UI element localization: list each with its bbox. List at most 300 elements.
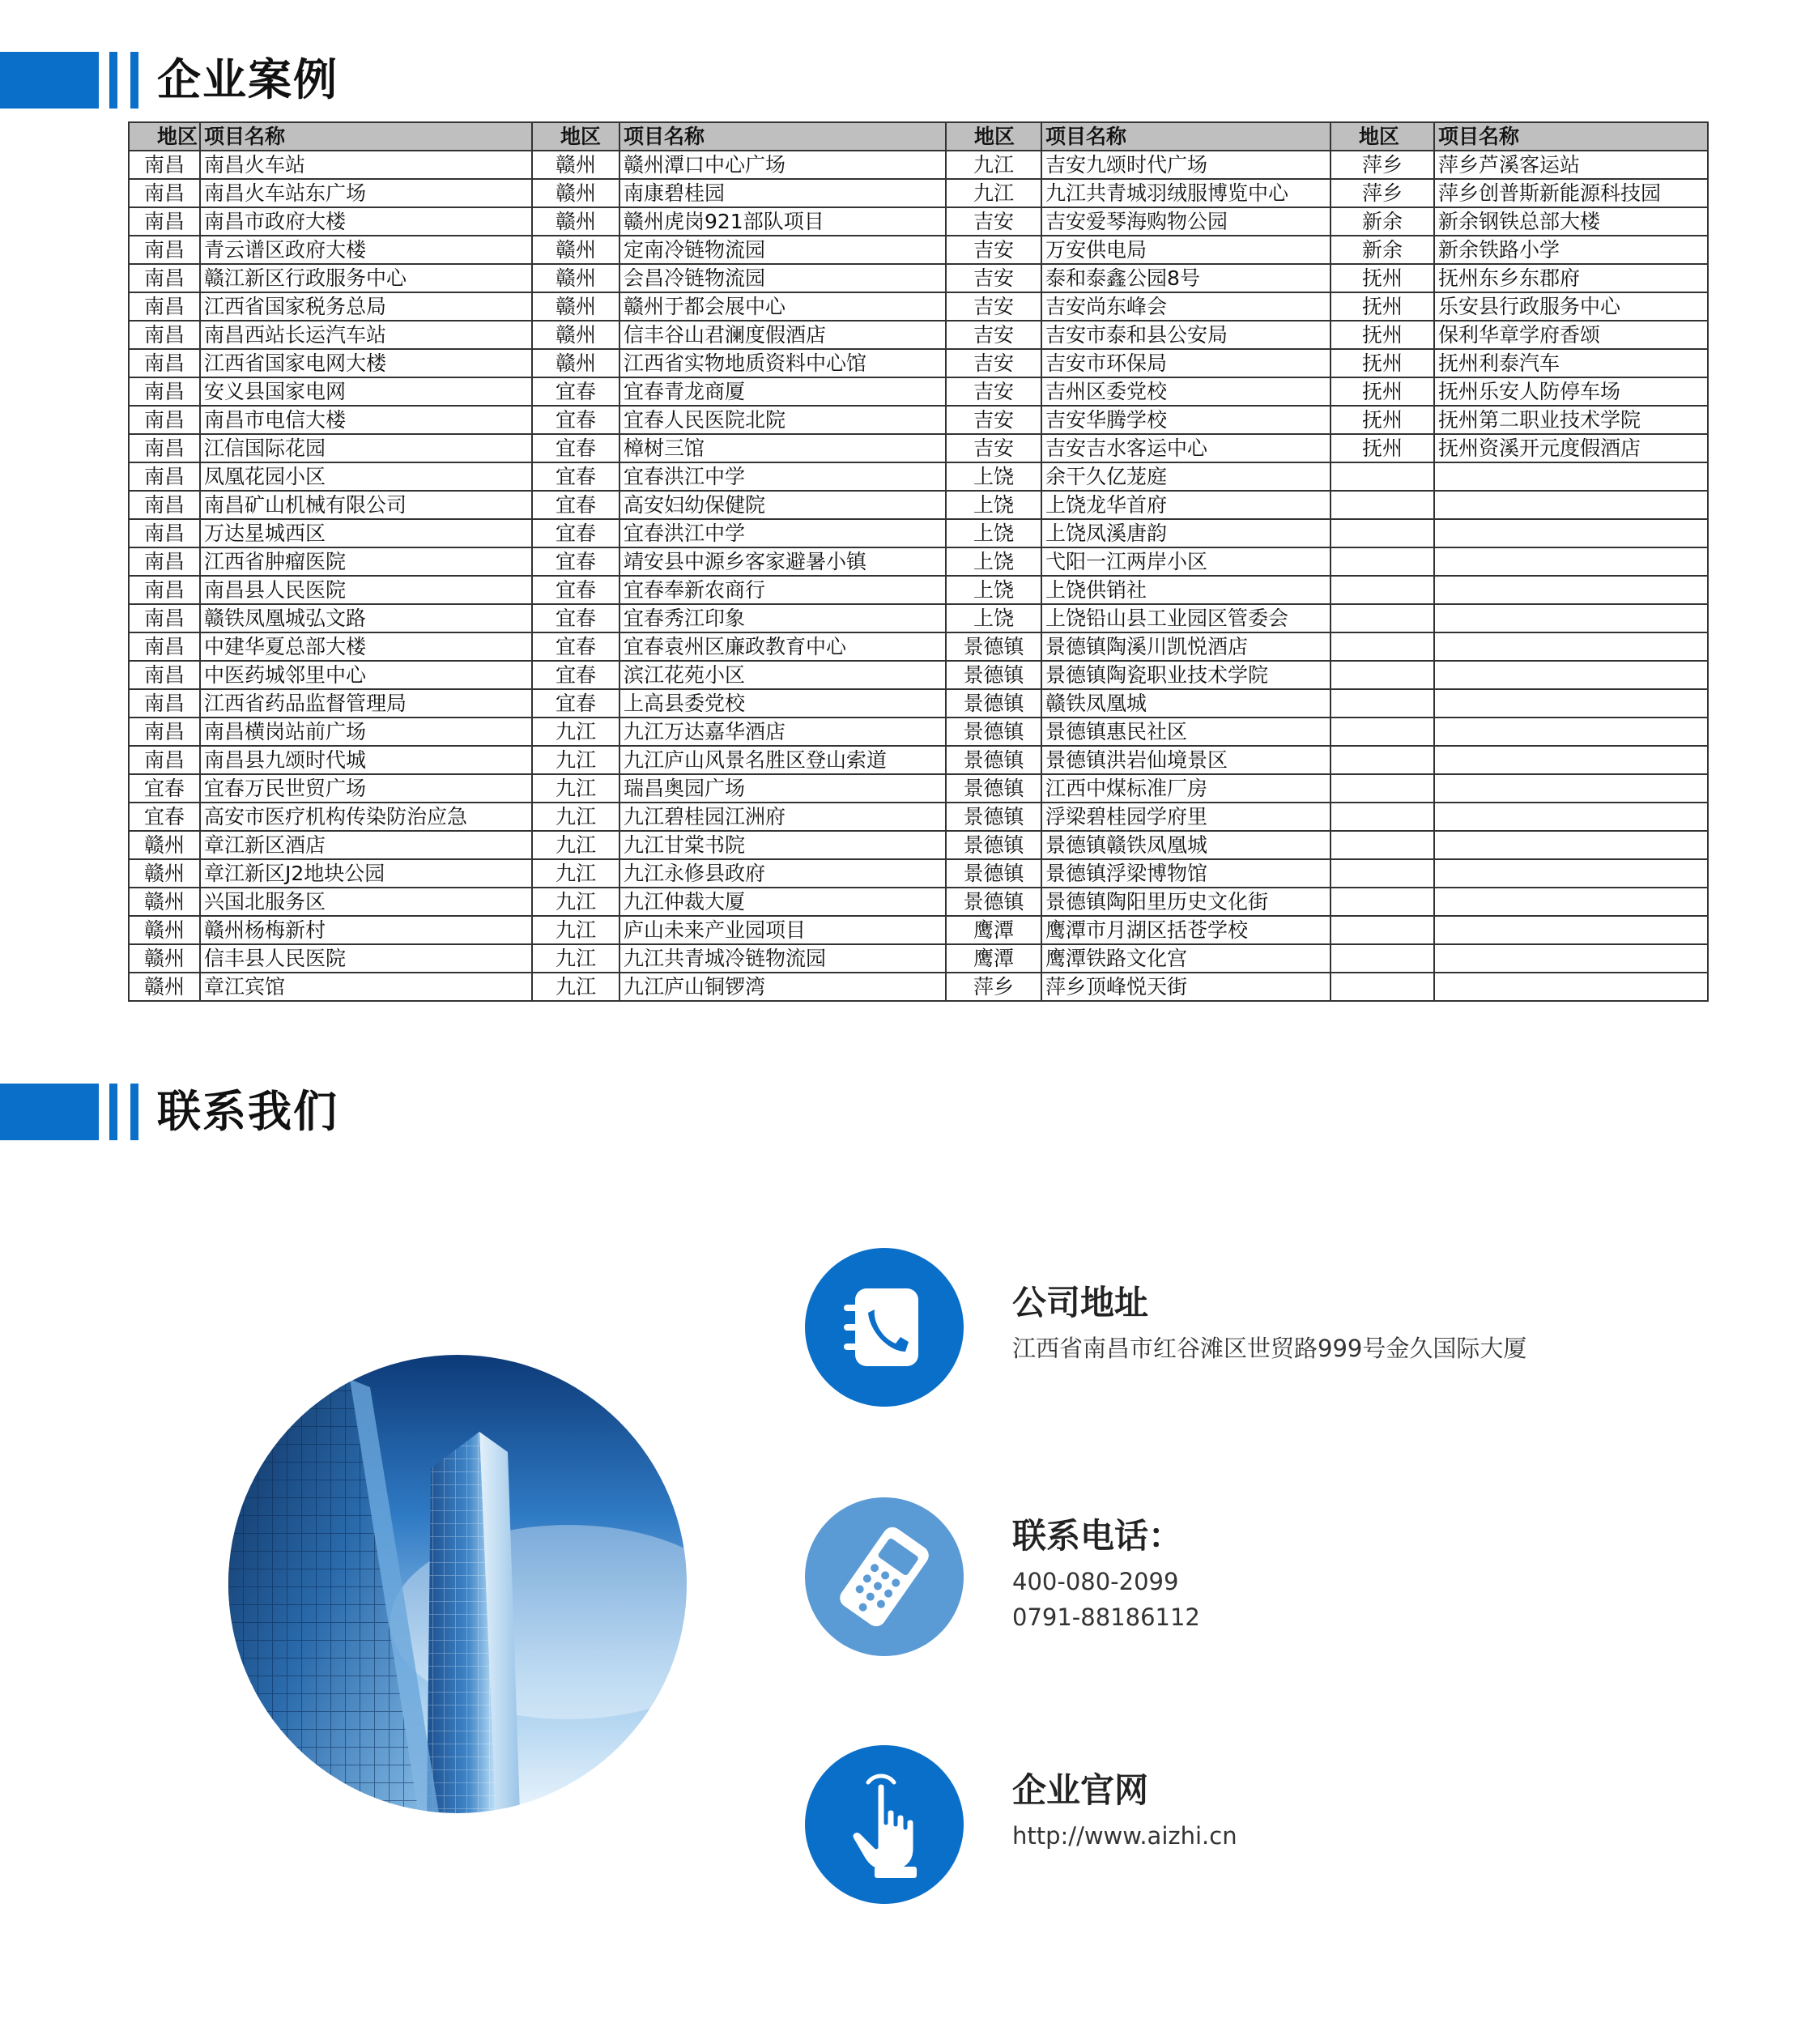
table-row bbox=[129, 349, 1708, 377]
project-cell bbox=[1434, 604, 1708, 632]
project-cell bbox=[1434, 888, 1708, 916]
region-cell bbox=[1331, 547, 1434, 576]
header-accent-stripe bbox=[109, 52, 117, 109]
cases-table bbox=[128, 121, 1709, 1002]
project-cell: 上饶铅山县工业园区管委会 bbox=[1041, 604, 1331, 632]
region-cell: 南昌 bbox=[129, 491, 200, 519]
table-row bbox=[129, 888, 1708, 916]
region-cell: 南昌 bbox=[129, 519, 200, 547]
project-cell: 景德镇浮梁博物馆 bbox=[1041, 859, 1331, 888]
phone-book-icon bbox=[805, 1248, 964, 1407]
table-row bbox=[129, 491, 1708, 519]
project-cell bbox=[1434, 462, 1708, 491]
table-row bbox=[129, 774, 1708, 803]
table-row bbox=[129, 151, 1708, 179]
column-header-region: 地区 bbox=[532, 122, 619, 151]
region-cell: 九江 bbox=[532, 973, 619, 1001]
project-cell: 吉安市环保局 bbox=[1041, 349, 1331, 377]
column-header-project: 项目名称 bbox=[619, 122, 946, 151]
project-cell: 赣州杨梅新村 bbox=[200, 916, 532, 944]
region-cell: 上饶 bbox=[946, 604, 1041, 632]
region-cell: 宜春 bbox=[532, 434, 619, 462]
project-cell: 新余钢铁总部大楼 bbox=[1434, 207, 1708, 236]
region-cell: 景德镇 bbox=[946, 661, 1041, 689]
project-cell: 靖安县中源乡客家避暑小镇 bbox=[619, 547, 946, 576]
project-cell bbox=[1434, 859, 1708, 888]
project-cell: 会昌冷链物流园 bbox=[619, 264, 946, 292]
table-row bbox=[129, 944, 1708, 973]
project-cell: 宜春洪江中学 bbox=[619, 519, 946, 547]
region-cell bbox=[1331, 916, 1434, 944]
region-cell bbox=[1331, 803, 1434, 831]
region-cell: 南昌 bbox=[129, 434, 200, 462]
column-header-region: 地区 bbox=[1331, 122, 1434, 151]
region-cell: 赣州 bbox=[129, 944, 200, 973]
region-cell: 九江 bbox=[532, 718, 619, 746]
project-cell: 赣铁凤凰城 bbox=[1041, 689, 1331, 718]
project-cell: 万安供电局 bbox=[1041, 236, 1331, 264]
region-cell: 萍乡 bbox=[1331, 151, 1434, 179]
project-cell: 宜春秀江印象 bbox=[619, 604, 946, 632]
region-cell: 宜春 bbox=[129, 774, 200, 803]
region-cell bbox=[1331, 831, 1434, 859]
region-cell: 吉安 bbox=[946, 349, 1041, 377]
project-cell: 吉安尚东峰会 bbox=[1041, 292, 1331, 321]
project-cell: 青云谱区政府大楼 bbox=[200, 236, 532, 264]
contact-title: 联系我们 bbox=[157, 1086, 338, 1137]
table-row bbox=[129, 661, 1708, 689]
region-cell: 宜春 bbox=[532, 689, 619, 718]
contact-section-header bbox=[0, 1084, 486, 1140]
region-cell: 景德镇 bbox=[946, 859, 1041, 888]
project-cell: 鹰潭铁路文化宫 bbox=[1041, 944, 1331, 973]
region-cell: 九江 bbox=[532, 859, 619, 888]
region-cell: 抚州 bbox=[1331, 377, 1434, 406]
project-cell bbox=[1434, 491, 1708, 519]
project-cell: 定南冷链物流园 bbox=[619, 236, 946, 264]
table-row bbox=[129, 377, 1708, 406]
region-cell: 九江 bbox=[532, 746, 619, 774]
project-cell: 新余铁路小学 bbox=[1434, 236, 1708, 264]
region-cell: 抚州 bbox=[1331, 349, 1434, 377]
project-cell bbox=[1434, 944, 1708, 973]
project-cell bbox=[1434, 632, 1708, 661]
header-accent-stripe bbox=[130, 1084, 138, 1140]
project-cell: 吉安市泰和县公安局 bbox=[1041, 321, 1331, 349]
project-cell bbox=[1434, 973, 1708, 1001]
region-cell: 赣州 bbox=[129, 831, 200, 859]
project-cell: 滨江花苑小区 bbox=[619, 661, 946, 689]
region-cell: 景德镇 bbox=[946, 803, 1041, 831]
project-cell: 南昌西站长运汽车站 bbox=[200, 321, 532, 349]
region-cell: 景德镇 bbox=[946, 831, 1041, 859]
project-cell: 章江新区J2地块公园 bbox=[200, 859, 532, 888]
region-cell: 宜春 bbox=[532, 491, 619, 519]
project-cell: 江西省实物地质资料中心馆 bbox=[619, 349, 946, 377]
project-cell: 吉安爱琴海购物公园 bbox=[1041, 207, 1331, 236]
project-cell bbox=[1434, 803, 1708, 831]
region-cell: 南昌 bbox=[129, 236, 200, 264]
project-cell: 赣江新区行政服务中心 bbox=[200, 264, 532, 292]
region-cell: 萍乡 bbox=[946, 973, 1041, 1001]
project-cell: 中医药城邻里中心 bbox=[200, 661, 532, 689]
header-accent-stripe bbox=[130, 52, 138, 109]
region-cell bbox=[1331, 888, 1434, 916]
project-cell: 吉州区委党校 bbox=[1041, 377, 1331, 406]
region-cell: 南昌 bbox=[129, 406, 200, 434]
region-cell: 宜春 bbox=[532, 661, 619, 689]
column-header-project: 项目名称 bbox=[1041, 122, 1331, 151]
region-cell: 南昌 bbox=[129, 264, 200, 292]
column-header-project: 项目名称 bbox=[200, 122, 532, 151]
project-cell: 吉安华腾学校 bbox=[1041, 406, 1331, 434]
project-cell: 安义县国家电网 bbox=[200, 377, 532, 406]
project-cell: 景德镇洪岩仙境景区 bbox=[1041, 746, 1331, 774]
contact-phone bbox=[805, 1497, 1615, 1659]
project-cell: 樟树三馆 bbox=[619, 434, 946, 462]
project-cell: 余干久亿茏庭 bbox=[1041, 462, 1331, 491]
project-cell: 九江甘棠书院 bbox=[619, 831, 946, 859]
region-cell: 新余 bbox=[1331, 236, 1434, 264]
region-cell: 景德镇 bbox=[946, 888, 1041, 916]
region-cell: 宜春 bbox=[532, 604, 619, 632]
project-cell: 上饶龙华首府 bbox=[1041, 491, 1331, 519]
region-cell: 赣州 bbox=[532, 179, 619, 207]
region-cell: 新余 bbox=[1331, 207, 1434, 236]
region-cell: 吉安 bbox=[946, 236, 1041, 264]
project-cell: 九江庐山风景名胜区登山索道 bbox=[619, 746, 946, 774]
region-cell: 抚州 bbox=[1331, 406, 1434, 434]
project-cell: 九江永修县政府 bbox=[619, 859, 946, 888]
cases-table-wrap bbox=[128, 121, 1707, 1002]
table-row bbox=[129, 632, 1708, 661]
project-cell bbox=[1434, 916, 1708, 944]
project-cell: 南昌火车站 bbox=[200, 151, 532, 179]
phone-number[interactable]: 400-080-2099 bbox=[1012, 1568, 1179, 1595]
project-cell: 章江宾馆 bbox=[200, 973, 532, 1001]
region-cell: 赣州 bbox=[532, 207, 619, 236]
project-cell: 赣州潭口中心广场 bbox=[619, 151, 946, 179]
region-cell: 九江 bbox=[532, 803, 619, 831]
region-cell: 九江 bbox=[532, 944, 619, 973]
region-cell: 宜春 bbox=[129, 803, 200, 831]
region-cell: 吉安 bbox=[946, 264, 1041, 292]
region-cell: 吉安 bbox=[946, 377, 1041, 406]
region-cell: 南昌 bbox=[129, 661, 200, 689]
region-cell: 吉安 bbox=[946, 292, 1041, 321]
project-cell: 吉安九颂时代广场 bbox=[1041, 151, 1331, 179]
region-cell bbox=[1331, 632, 1434, 661]
building-photo bbox=[228, 1355, 687, 1813]
region-cell: 上饶 bbox=[946, 462, 1041, 491]
region-cell: 南昌 bbox=[129, 547, 200, 576]
table-row bbox=[129, 207, 1708, 236]
project-cell bbox=[1434, 661, 1708, 689]
region-cell bbox=[1331, 944, 1434, 973]
region-cell: 赣州 bbox=[532, 292, 619, 321]
region-cell: 南昌 bbox=[129, 632, 200, 661]
project-cell: 萍乡创普斯新能源科技园 bbox=[1434, 179, 1708, 207]
region-cell: 赣州 bbox=[532, 321, 619, 349]
project-cell: 赣州虎岗921部队项目 bbox=[619, 207, 946, 236]
table-row bbox=[129, 236, 1708, 264]
region-cell: 九江 bbox=[946, 151, 1041, 179]
region-cell: 赣州 bbox=[129, 916, 200, 944]
header-accent-bar bbox=[0, 1084, 99, 1140]
phone-title: 联系电话： bbox=[1012, 1516, 1183, 1556]
region-cell: 上饶 bbox=[946, 519, 1041, 547]
project-cell: 宜春万民世贸广场 bbox=[200, 774, 532, 803]
project-cell: 保利华章学府香颂 bbox=[1434, 321, 1708, 349]
project-cell bbox=[1434, 689, 1708, 718]
region-cell: 南昌 bbox=[129, 377, 200, 406]
region-cell: 景德镇 bbox=[946, 774, 1041, 803]
table-row bbox=[129, 576, 1708, 604]
project-cell: 九江万达嘉华酒店 bbox=[619, 718, 946, 746]
project-cell bbox=[1434, 831, 1708, 859]
project-cell: 景德镇陶瓷职业技术学院 bbox=[1041, 661, 1331, 689]
table-row bbox=[129, 831, 1708, 859]
project-cell: 南昌市政府大楼 bbox=[200, 207, 532, 236]
project-cell: 上饶凤溪唐韵 bbox=[1041, 519, 1331, 547]
project-cell: 浮梁碧桂园学府里 bbox=[1041, 803, 1331, 831]
region-cell: 吉安 bbox=[946, 321, 1041, 349]
project-cell: 上高县委党校 bbox=[619, 689, 946, 718]
header-accent-stripe bbox=[109, 1084, 117, 1140]
skyscraper-illustration bbox=[228, 1355, 687, 1813]
region-cell: 南昌 bbox=[129, 462, 200, 491]
region-cell bbox=[1331, 973, 1434, 1001]
table-row bbox=[129, 264, 1708, 292]
region-cell bbox=[1331, 462, 1434, 491]
project-cell: 景德镇赣铁凤凰城 bbox=[1041, 831, 1331, 859]
table-row bbox=[129, 803, 1708, 831]
project-cell: 泰和泰鑫公园8号 bbox=[1041, 264, 1331, 292]
region-cell: 九江 bbox=[532, 916, 619, 944]
project-cell: 抚州第二职业技术学院 bbox=[1434, 406, 1708, 434]
table-row bbox=[129, 859, 1708, 888]
contact-address bbox=[805, 1248, 1615, 1410]
project-cell: 江西省肿瘤医院 bbox=[200, 547, 532, 576]
project-cell: 江西省国家电网大楼 bbox=[200, 349, 532, 377]
project-cell: 九江共青城羽绒服博览中心 bbox=[1041, 179, 1331, 207]
table-row bbox=[129, 746, 1708, 774]
region-cell: 南昌 bbox=[129, 718, 200, 746]
region-cell: 吉安 bbox=[946, 207, 1041, 236]
region-cell bbox=[1331, 576, 1434, 604]
region-cell: 赣州 bbox=[129, 973, 200, 1001]
project-cell: 吉安吉水客运中心 bbox=[1041, 434, 1331, 462]
region-cell: 上饶 bbox=[946, 547, 1041, 576]
table-row bbox=[129, 973, 1708, 1001]
project-cell: 鹰潭市月湖区括苍学校 bbox=[1041, 916, 1331, 944]
project-cell bbox=[1434, 519, 1708, 547]
project-cell: 宜春人民医院北院 bbox=[619, 406, 946, 434]
region-cell: 南昌 bbox=[129, 321, 200, 349]
region-cell: 宜春 bbox=[532, 462, 619, 491]
region-cell: 宜春 bbox=[532, 519, 619, 547]
project-cell bbox=[1434, 746, 1708, 774]
project-cell: 章江新区酒店 bbox=[200, 831, 532, 859]
project-cell: 信丰县人民医院 bbox=[200, 944, 532, 973]
project-cell: 江西中煤标准厂房 bbox=[1041, 774, 1331, 803]
region-cell: 上饶 bbox=[946, 576, 1041, 604]
region-cell: 抚州 bbox=[1331, 434, 1434, 462]
project-cell: 南昌矿山机械有限公司 bbox=[200, 491, 532, 519]
cases-section-header bbox=[0, 52, 486, 109]
project-cell: 乐安县行政服务中心 bbox=[1434, 292, 1708, 321]
region-cell bbox=[1331, 774, 1434, 803]
project-cell: 九江碧桂园江洲府 bbox=[619, 803, 946, 831]
region-cell: 鹰潭 bbox=[946, 916, 1041, 944]
project-cell: 景德镇惠民社区 bbox=[1041, 718, 1331, 746]
project-cell: 萍乡芦溪客运站 bbox=[1434, 151, 1708, 179]
project-cell: 中建华夏总部大楼 bbox=[200, 632, 532, 661]
cases-title: 企业案例 bbox=[157, 54, 338, 105]
region-cell: 景德镇 bbox=[946, 632, 1041, 661]
region-cell: 南昌 bbox=[129, 207, 200, 236]
column-header-project: 项目名称 bbox=[1434, 122, 1708, 151]
project-cell: 万达星城西区 bbox=[200, 519, 532, 547]
project-cell: 景德镇陶阳里历史文化街 bbox=[1041, 888, 1331, 916]
project-cell: 江西省药品监督管理局 bbox=[200, 689, 532, 718]
region-cell: 宜春 bbox=[532, 576, 619, 604]
address-title: 公司地址 bbox=[1012, 1283, 1149, 1322]
website-title: 企业官网 bbox=[1012, 1770, 1149, 1810]
region-cell: 上饶 bbox=[946, 491, 1041, 519]
region-cell: 宜春 bbox=[532, 632, 619, 661]
mobile-phone-icon bbox=[805, 1497, 964, 1656]
address-value: 江西省南昌市红谷滩区世贸路999号金久国际大厦 bbox=[1012, 1335, 1527, 1362]
region-cell: 九江 bbox=[532, 888, 619, 916]
project-cell: 江信国际花园 bbox=[200, 434, 532, 462]
project-cell: 南昌横岗站前广场 bbox=[200, 718, 532, 746]
table-row bbox=[129, 604, 1708, 632]
project-cell: 瑞昌奥园广场 bbox=[619, 774, 946, 803]
project-cell bbox=[1434, 774, 1708, 803]
region-cell: 宜春 bbox=[532, 547, 619, 576]
region-cell: 九江 bbox=[946, 179, 1041, 207]
region-cell: 鹰潭 bbox=[946, 944, 1041, 973]
project-cell: 赣州于都会展中心 bbox=[619, 292, 946, 321]
project-cell: 上饶供销社 bbox=[1041, 576, 1331, 604]
region-cell bbox=[1331, 519, 1434, 547]
project-cell: 兴国北服务区 bbox=[200, 888, 532, 916]
table-row bbox=[129, 519, 1708, 547]
region-cell: 赣州 bbox=[532, 349, 619, 377]
region-cell: 赣州 bbox=[532, 151, 619, 179]
region-cell bbox=[1331, 689, 1434, 718]
region-cell: 南昌 bbox=[129, 746, 200, 774]
project-cell: 南昌火车站东广场 bbox=[200, 179, 532, 207]
project-cell: 高安市医疗机构传染防治应急 bbox=[200, 803, 532, 831]
project-cell: 抚州东乡东郡府 bbox=[1434, 264, 1708, 292]
region-cell: 南昌 bbox=[129, 179, 200, 207]
region-cell: 景德镇 bbox=[946, 718, 1041, 746]
project-cell: 抚州资溪开元度假酒店 bbox=[1434, 434, 1708, 462]
project-cell: 九江共青城冷链物流园 bbox=[619, 944, 946, 973]
project-cell bbox=[1434, 576, 1708, 604]
table-row bbox=[129, 689, 1708, 718]
region-cell: 吉安 bbox=[946, 406, 1041, 434]
table-row bbox=[129, 462, 1708, 491]
region-cell: 南昌 bbox=[129, 604, 200, 632]
contact-website bbox=[805, 1745, 1615, 1907]
region-cell: 萍乡 bbox=[1331, 179, 1434, 207]
project-cell: 宜春洪江中学 bbox=[619, 462, 946, 491]
region-cell bbox=[1331, 604, 1434, 632]
table-row bbox=[129, 292, 1708, 321]
table-row bbox=[129, 179, 1708, 207]
project-cell bbox=[1434, 718, 1708, 746]
region-cell: 赣州 bbox=[532, 264, 619, 292]
project-cell: 宜春青龙商厦 bbox=[619, 377, 946, 406]
region-cell: 抚州 bbox=[1331, 321, 1434, 349]
project-cell: 江西省国家税务总局 bbox=[200, 292, 532, 321]
region-cell: 赣州 bbox=[532, 236, 619, 264]
table-row bbox=[129, 718, 1708, 746]
project-cell: 宜春袁州区廉政教育中心 bbox=[619, 632, 946, 661]
region-cell: 景德镇 bbox=[946, 746, 1041, 774]
region-cell: 抚州 bbox=[1331, 292, 1434, 321]
website-link[interactable]: http://www.aizhi.cn bbox=[1012, 1822, 1237, 1850]
pointer-hand-icon bbox=[805, 1745, 964, 1904]
table-row bbox=[129, 321, 1708, 349]
project-cell: 弋阳一江两岸小区 bbox=[1041, 547, 1331, 576]
region-cell: 南昌 bbox=[129, 349, 200, 377]
project-cell: 萍乡顶峰悦天街 bbox=[1041, 973, 1331, 1001]
table-row bbox=[129, 547, 1708, 576]
region-cell bbox=[1331, 661, 1434, 689]
table-body bbox=[129, 151, 1708, 1001]
project-cell: 南昌县九颂时代城 bbox=[200, 746, 532, 774]
project-cell: 高安妇幼保健院 bbox=[619, 491, 946, 519]
region-cell: 景德镇 bbox=[946, 689, 1041, 718]
table-row bbox=[129, 406, 1708, 434]
region-cell: 南昌 bbox=[129, 689, 200, 718]
region-cell bbox=[1331, 718, 1434, 746]
region-cell bbox=[1331, 746, 1434, 774]
project-cell: 赣铁凤凰城弘文路 bbox=[200, 604, 532, 632]
table-row bbox=[129, 434, 1708, 462]
region-cell: 赣州 bbox=[129, 859, 200, 888]
table-header-row bbox=[129, 122, 1708, 151]
table-row bbox=[129, 916, 1708, 944]
project-cell: 南昌市电信大楼 bbox=[200, 406, 532, 434]
region-cell: 南昌 bbox=[129, 292, 200, 321]
region-cell: 赣州 bbox=[129, 888, 200, 916]
project-cell: 南康碧桂园 bbox=[619, 179, 946, 207]
region-cell: 宜春 bbox=[532, 377, 619, 406]
region-cell bbox=[1331, 491, 1434, 519]
column-header-region: 地区 bbox=[946, 122, 1041, 151]
region-cell: 九江 bbox=[532, 831, 619, 859]
project-cell: 宜春奉新农商行 bbox=[619, 576, 946, 604]
project-cell: 庐山未来产业园项目 bbox=[619, 916, 946, 944]
project-cell: 南昌县人民医院 bbox=[200, 576, 532, 604]
project-cell bbox=[1434, 547, 1708, 576]
region-cell: 吉安 bbox=[946, 434, 1041, 462]
project-cell: 九江庐山铜锣湾 bbox=[619, 973, 946, 1001]
project-cell: 凤凰花园小区 bbox=[200, 462, 532, 491]
project-cell: 九江仲裁大厦 bbox=[619, 888, 946, 916]
phone-number[interactable]: 0791-88186112 bbox=[1012, 1603, 1200, 1631]
region-cell bbox=[1331, 859, 1434, 888]
project-cell: 景德镇陶溪川凯悦酒店 bbox=[1041, 632, 1331, 661]
header-accent-bar bbox=[0, 52, 99, 109]
region-cell: 九江 bbox=[532, 774, 619, 803]
project-cell: 抚州利泰汽车 bbox=[1434, 349, 1708, 377]
